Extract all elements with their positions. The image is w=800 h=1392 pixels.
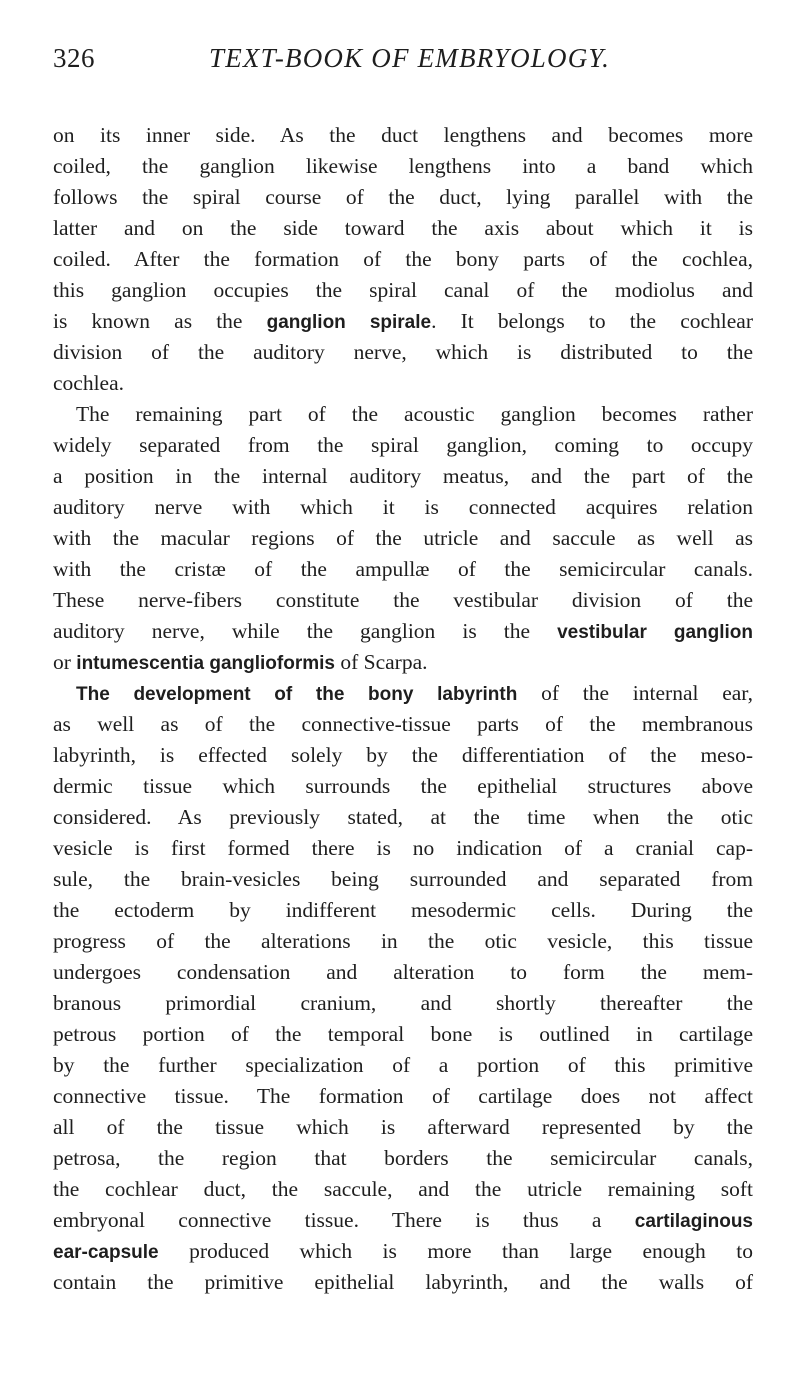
text-line: undergoes condensation and alteration to form the mem- (53, 960, 753, 984)
text-line: contain the primitive epithelial labyrinth, and the walls of (53, 1270, 753, 1294)
text-line: ear-capsule produced which is more than large enough to (53, 1239, 753, 1263)
body-text (53, 120, 753, 1298)
text-line: as well as of the connective-tissue parts of the membranous (53, 712, 753, 736)
text-line: The development of the bony labyrinth of the internal ear, (76, 681, 753, 705)
text-line: division of the auditory nerve, which is distributed to the (53, 340, 753, 364)
text-line: this ganglion occupies the spiral canal of the modiolus and (53, 278, 753, 302)
running-title: TEXT-BOOK OF EMBRYOLOGY. (209, 43, 611, 73)
text-line: considered. As previously stated, at the time when the otic (53, 805, 753, 829)
term-ganglion-spirale: ganglion spirale (266, 312, 432, 333)
text-line: is known as the ganglion spirale. It belongs to the cochlear (53, 309, 753, 333)
text-line: auditory nerve with which it is connected acquires relation (53, 495, 753, 519)
term-vestibular-ganglion: vestibular ganglion (557, 622, 753, 643)
text-line: latter and on the side toward the axis about which it is (53, 216, 753, 240)
text-line: a position in the internal auditory meatus, and the part of the (53, 464, 753, 488)
text-line: branous primordial cranium, and shortly thereafter the (53, 991, 753, 1015)
text-line: with the cristæ of the ampullæ of the semicircular canals. (53, 557, 753, 581)
text-line: with the macular regions of the utricle and saccule as well as (53, 526, 753, 550)
text-line: widely separated from the spiral ganglion, coming to occupy (53, 433, 753, 457)
text-line: labyrinth, is effected solely by the differentiation of the meso- (53, 743, 753, 767)
text-line: petrosa, the region that borders the semicircular canals, (53, 1146, 753, 1170)
text-line: the ectoderm by indifferent mesodermic cells. During the (53, 898, 753, 922)
text-line: on its inner side. As the duct lengthens and becomes more (53, 123, 753, 147)
term-intumescentia: intumescentia ganglioformis (76, 653, 335, 674)
text-line: petrous portion of the temporal bone is outlined in cartilage (53, 1022, 753, 1046)
text-line: The remaining part of the acoustic ganglion becomes rather (76, 402, 753, 426)
text-line: or intumescentia ganglioformis of Scarpa. (53, 650, 428, 674)
text-line: progress of the alterations in the otic vesicle, this tissue (53, 929, 753, 953)
text-line: the cochlear duct, the saccule, and the utricle remaining soft (53, 1177, 753, 1201)
term-ear-capsule: ear-capsule (53, 1242, 159, 1263)
text-line: by the further specialization of a portion of this primitive (53, 1053, 753, 1077)
text-line: connective tissue. The formation of cartilage does not affect (53, 1084, 753, 1108)
text-line: cochlea. (53, 371, 125, 395)
text-line: auditory nerve, while the ganglion is the vestibular ganglion (53, 619, 753, 643)
text-line: all of the tissue which is afterward represented by the (53, 1115, 753, 1139)
text-line: sule, the brain-vesicles being surrounded and separated from (53, 867, 753, 891)
text-line: follows the spiral course of the duct, lying parallel with the (53, 185, 753, 209)
text-line: embryonal connective tissue. There is thus a cartilaginous (53, 1208, 753, 1232)
term-cartilaginous: cartilaginous (634, 1211, 753, 1232)
text-line: coiled, the ganglion likewise lengthens into a band which (53, 154, 753, 178)
text-line: coiled. After the formation of the bony parts of the cochlea, (53, 247, 753, 271)
term-bony-labyrinth: The development of the bony labyrinth (76, 684, 518, 705)
text-line: These nerve-fibers constitute the vestibular division of the (53, 588, 753, 612)
page-number: 326 (53, 43, 95, 73)
page-header (53, 38, 753, 78)
text-line: vesicle is first formed there is no indication of a cranial cap- (53, 836, 753, 860)
text-line: dermic tissue which surrounds the epithelial structures above (53, 774, 753, 798)
